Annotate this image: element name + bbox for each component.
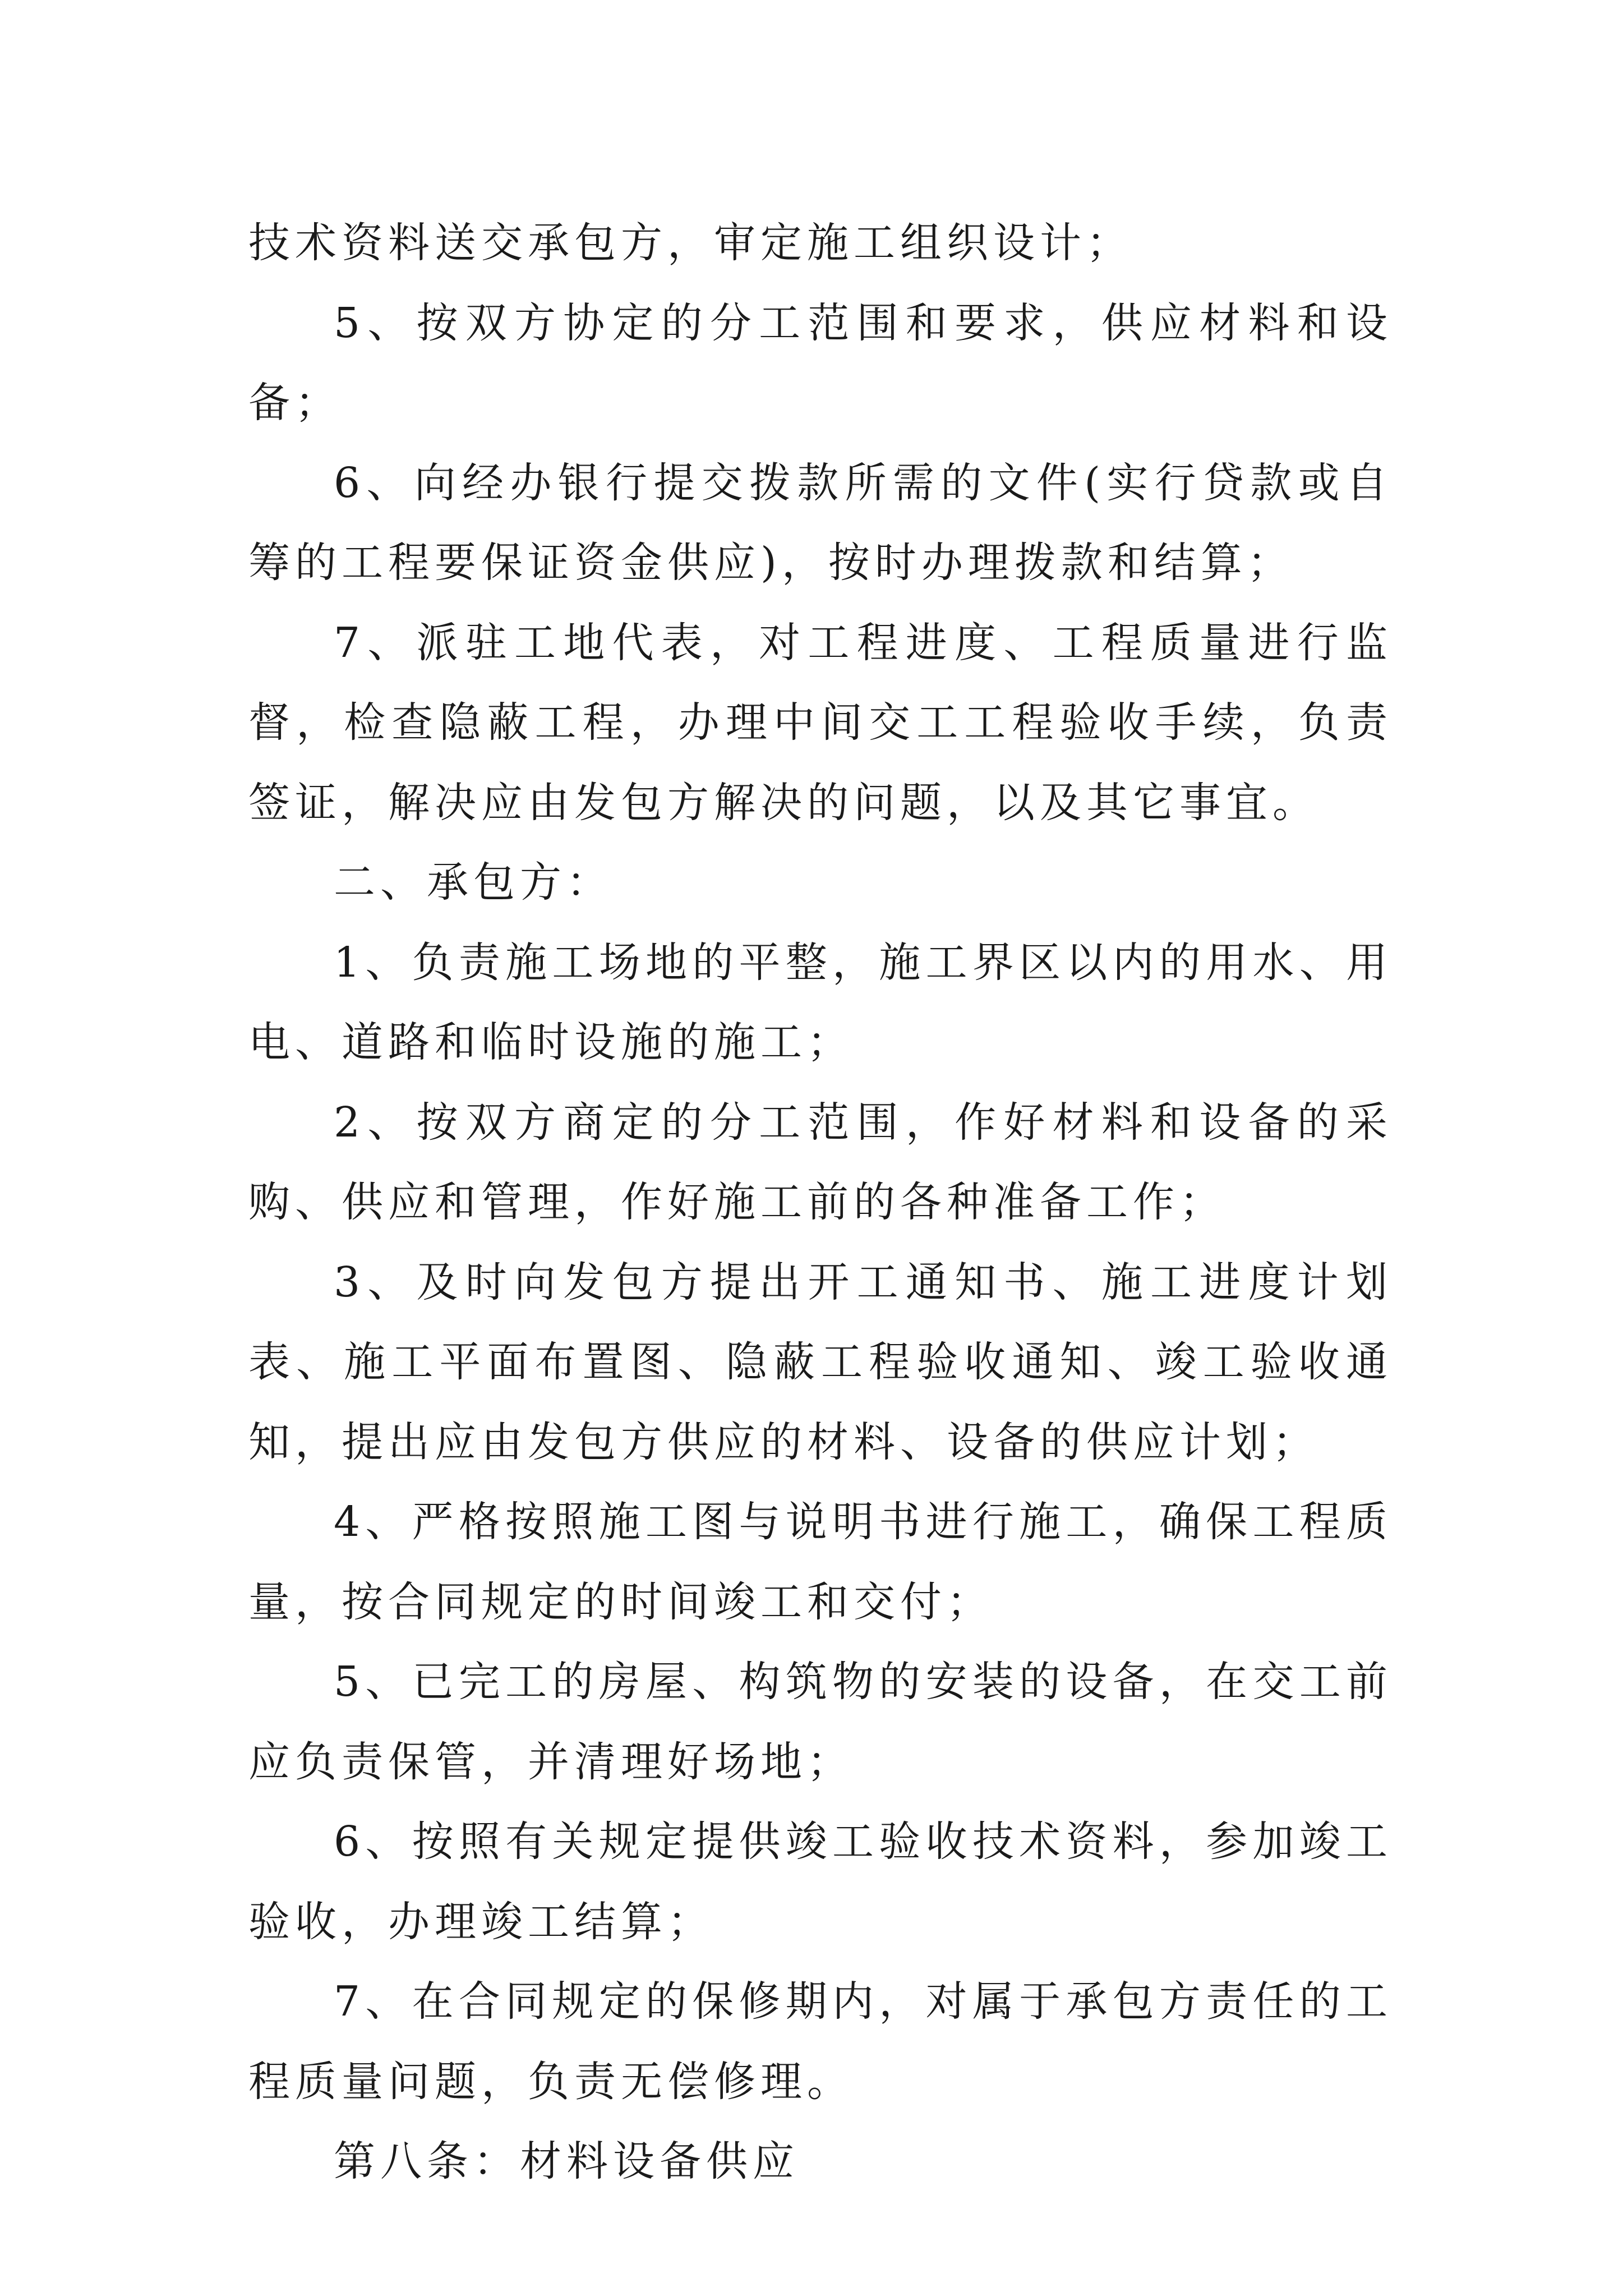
paragraph-10: 5、已完工的房屋、构筑物的安装的设备，在交工前应负责保管，并清理好场地； <box>248 1658 1393 1786</box>
paragraph-11: 6、按照有关规定提供竣工验收技术资料，参加竣工验收，办理竣工结算； <box>248 1818 1393 1946</box>
paragraph-12: 7、在合同规定的保修期内，对属于承包方责任的工程质量问题，负责无偿修理。 <box>248 1977 1393 2106</box>
document-body <box>248 203 1393 2202</box>
paragraph-7: 2、按双方商定的分工范围，作好材料和设备的采购、供应和管理，作好施工前的各种准备工作； <box>248 1098 1393 1226</box>
paragraph-3: 6、向经办银行提交拨款所需的文件(实行贷款或自筹的工程要保证资金供应)，按时办理拨款和结算； <box>248 458 1393 587</box>
paragraph-8: 3、及时向发包方提出开工通知书、施工进度计划表、施工平面布置图、隐蔽工程验收通知、竣工验收通知，提出应由发包方供应的材料、设备的供应计划； <box>248 1258 1393 1466</box>
paragraph-4: 7、派驻工地代表，对工程进度、工程质量进行监督，检查隐蔽工程，办理中间交工工程验收手续，负责签证，解决应由发包方解决的问题，以及其它事宜。 <box>248 618 1393 827</box>
paragraph-6: 1、负责施工场地的平整，施工界区以内的用水、用电、道路和临时设施的施工； <box>248 938 1393 1066</box>
section-heading-contractor: 二、承包方： <box>334 858 613 907</box>
article-heading-8: 第八条：材料设备供应 <box>334 2137 799 2185</box>
paragraph-1: 技术资料送交承包方，审定施工组织设计； <box>248 219 1133 267</box>
paragraph-9: 4、严格按照施工图与说明书进行施工，确保工程质量，按合同规定的时间竣工和交付； <box>248 1498 1393 1626</box>
paragraph-2: 5、按双方协定的分工范围和要求，供应材料和设备； <box>248 298 1393 427</box>
